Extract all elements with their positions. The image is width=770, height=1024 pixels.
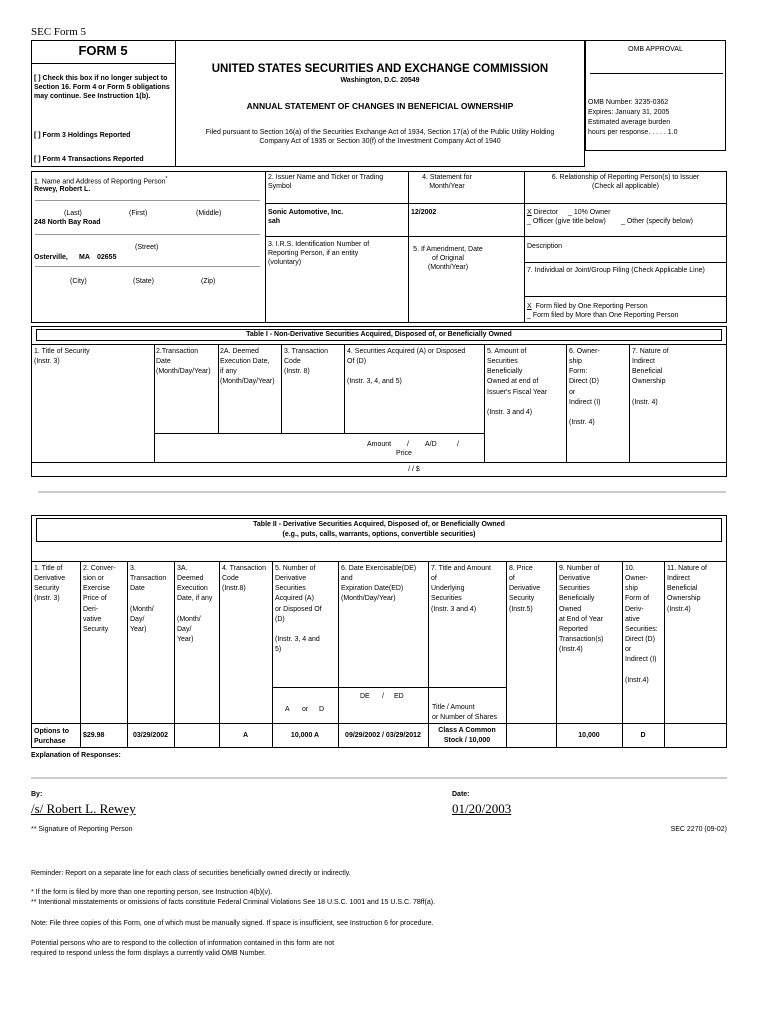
filed-pursuant-text: Filed pursuant to Section 16(a) of the Securities Exchange Act of 1934, Section 17(a) of the Public Utility Holding Company Act of 1935 or Section 30(f) of the Investment Company Act of 1940 <box>205 129 555 146</box>
t2-sub-title-amount: Title / Amount or Number of Shares <box>432 704 497 722</box>
box6-label: 6. Relationship of Reporting Person(s) to Issuer <box>551 174 700 181</box>
t1-col-title: 1. Title of Security (Instr. 3) <box>34 348 90 366</box>
t2-col-conversion-price: 2. Conver- sion or Exercise Price of Deri- vative Security <box>83 565 116 633</box>
t2-sub-slash: / <box>382 693 384 700</box>
box3-label: 3. I.R.S. Identification Number of Reporting Person, if an entity (voluntary) <box>268 241 370 267</box>
form3-holdings-checkbox[interactable]: [ ] Form 3 Holdings Reported <box>34 132 131 139</box>
box4-label: 4. Statement for Month/Year <box>422 174 472 191</box>
state-label: (State) <box>133 278 155 285</box>
form4-transactions-checkbox[interactable]: [ ] Form 4 Transactions Reported <box>34 156 144 163</box>
one-reporting-person-option[interactable] <box>527 302 648 311</box>
agency-title: UNITED STATES SECURITIES AND EXCHANGE COMMISSION <box>211 63 549 75</box>
sec-number: SEC 2270 (09-02) <box>670 826 727 833</box>
box2-label: 2. Issuer Name and Ticker or Trading Symbol <box>268 174 384 191</box>
omb-expires: Expires: January 31, 2005 <box>588 109 670 116</box>
ten-percent-owner-checkbox[interactable]: _ 10% Owner <box>568 209 611 216</box>
statement-month-year: 12/2002 <box>411 209 437 216</box>
t1-col-amount-owned: 5. Amount of Securities Beneficially Owned at end of Issuer's Fiscal Year (Instr. 3 and 4) <box>487 348 548 416</box>
t2-sub-d: D <box>319 706 325 713</box>
t2-sub-de: DE <box>360 693 370 700</box>
t2-col-transaction-code: 4. Transaction Code (Instr.8) <box>222 565 266 593</box>
table-2-subtitle: (e.g., puts, calls, warrants, options, convertible securities) <box>282 531 476 538</box>
footer-note-1: * If the form is filed by more than one reporting person, see Instruction 4(b)(v). <box>31 889 273 896</box>
omb-approval-label: OMB APPROVAL <box>628 46 683 53</box>
box1-label: 1. Name and Address of Reporting Person* <box>34 176 168 186</box>
t1-col-nature: 7. Nature of Indirect Beneficial Ownership (Instr. 4) <box>632 348 669 406</box>
date-label: Date: <box>452 791 470 798</box>
footer-note-4: Potential persons who are to respond to the collection of information contained in this form are not <box>31 940 335 947</box>
t2-row-owned: 10,000 <box>578 732 600 739</box>
footer-note-5: required to respond unless the form displays a currently valid OMB Number. <box>31 950 266 957</box>
t2-col-dates: 6. Date Exercisable(DE) and Expiration Date(ED) (Month/Day/Year) <box>341 565 417 603</box>
t2-row-code: A <box>242 732 249 739</box>
table-1-title: Table I - Non-Derivative Securities Acquired, Disposed of, or Beneficially Owned <box>246 331 512 338</box>
document-label: SEC Form 5 <box>31 26 87 38</box>
t2-col-title: 1. Title of Derivative Security (Instr. 3) <box>34 565 66 603</box>
t1-sub-ad: A/D <box>425 441 437 448</box>
relationship-description: Description <box>527 243 563 250</box>
more-reporting-persons-option[interactable]: _ Form filed by More than One Reporting Person <box>527 312 679 319</box>
t2-col-number-derivative: 5. Number of Derivative Securities Acquired (A) or Disposed Of (D) (Instr. 3, 4 and 5) <box>275 565 322 654</box>
zip-value: 02655 <box>97 254 117 261</box>
state-value: MA <box>79 254 90 261</box>
t1-col-ownership-form: 6. Owner- ship Form: Direct (D) or Indirect (I) (Instr. 4) <box>569 348 601 426</box>
t2-col-ownership-form: 10. Owner- ship Form of Deriv- ative Securities: Direct (D) or Indirect (I) (Instr.4) <box>625 565 658 684</box>
t1-col-transaction-code: 3. Transaction Code (Instr. 8) <box>284 348 328 376</box>
t1-sub-slash-1: / <box>407 441 409 448</box>
footer-note-2: ** Intentional misstatements or omissions of facts constitute Federal Criminal Violations See 18 U.S.C. 1001 and 15 U.S.C. 78ff(a). <box>31 899 435 906</box>
t2-row-form: D <box>640 732 646 739</box>
one-person-mark: X <box>527 303 532 310</box>
t2-sub-or: or <box>302 706 309 713</box>
box7-label: 7. Individual or Joint/Group Filing (Check Applicable Line) <box>527 267 705 274</box>
director-label: Director <box>533 209 559 216</box>
director-mark: X <box>527 209 532 216</box>
footer-reminder: Reminder: Report on a separate line for each class of securities beneficially owned directly or indirectly. <box>31 870 351 877</box>
footer-note-3: Note: File three copies of this Form, one of which must be manually signed. If space is insufficient, see Instruction 6 for procedure. <box>31 920 434 927</box>
t2-col-deemed-date: 3A. Deemed Execution Date, if any (Month/ Day/ Year) <box>177 565 213 643</box>
ticker-symbol: sah <box>268 218 281 225</box>
form-title: FORM 5 <box>78 43 128 58</box>
director-checkbox[interactable] <box>527 208 558 217</box>
first-label: (First) <box>129 210 148 217</box>
t2-row-title: Options to Purchase <box>34 728 69 746</box>
table-2-title: Table II - Derivative Securities Acquired, Disposed of, or Beneficially Owned <box>253 521 505 528</box>
one-person-label: Form filed by One Reporting Person <box>535 303 648 310</box>
omb-number: OMB Number: 3235-0362 <box>588 99 669 106</box>
signature-value: /s/ Robert L. Rewey <box>31 801 136 816</box>
last-label: (Last) <box>64 210 82 217</box>
t2-col-nature: 11. Nature of Indirect Beneficial Ownership (Instr.4) <box>667 565 707 613</box>
t2-sub-ed: ED <box>394 693 404 700</box>
officer-checkbox[interactable]: _ Officer (give title below) <box>527 218 606 225</box>
t2-col-transaction-date: 3. Transaction Date (Month/ Day/ Year) <box>130 565 167 633</box>
street-label: (Street) <box>135 244 159 251</box>
box5-label: 5. If Amendment, Date of Original (Month/Year) <box>413 246 483 272</box>
explanation-label: Explanation of Responses: <box>31 752 121 759</box>
t2-row-underlying: Class A Common Stock / 10,000 <box>438 727 496 745</box>
t2-row-number: 10,000 A <box>290 732 320 739</box>
box6-sub: (Check all applicable) <box>592 183 659 190</box>
t1-sub-price: Price <box>396 450 412 457</box>
middle-label: (Middle) <box>196 210 222 217</box>
no-longer-subject-checkbox[interactable]: [ ] Check this box if no longer subject to Section 16. Form 4 or Form 5 obligations may continue. See Instruction 1(b). <box>34 75 170 101</box>
street-address: 248 North Bay Road <box>34 219 101 226</box>
t2-row-dates: 09/29/2002 / 03/29/2012 <box>345 732 421 739</box>
agency-location: Washington, D.C. 20549 <box>340 77 420 84</box>
t1-col-securities-acquired: 4. Securities Acquired (A) or Disposed Of (D) (Instr. 3, 4, and 5) <box>347 348 466 386</box>
by-label: By: <box>31 791 43 798</box>
reporting-person-name: Rewey, Robert L. <box>34 186 91 193</box>
city-value: Osterville, <box>34 254 68 261</box>
t1-sub-amount: Amount <box>367 441 392 448</box>
t1-row-value: / / $ <box>408 466 420 473</box>
t2-sub-a: A <box>285 706 290 713</box>
zip-label: (Zip) <box>201 278 216 285</box>
t2-col-number-owned: 9. Number of Derivative Securities Beneficially Owned at End of Year Reported Transaction(s) (Instr.4) <box>559 565 604 654</box>
t1-sub-slash-2: / <box>457 441 459 448</box>
t2-col-derivative-price: 8. Price of Derivative Security (Instr.5) <box>509 565 541 613</box>
issuer-name: Sonic Automotive, Inc. <box>268 209 344 216</box>
signature-caption: ** Signature of Reporting Person <box>31 826 133 833</box>
t2-row-price: $29.98 <box>83 732 105 739</box>
statement-title: ANNUAL STATEMENT OF CHANGES IN BENEFICIAL OWNERSHIP <box>246 101 514 111</box>
signature-date: 01/20/2003 <box>452 801 512 816</box>
t2-col-underlying: 7. Title and Amount of Underlying Securities (Instr. 3 and 4) <box>431 565 491 613</box>
t2-row-date: 03/29/2002 <box>132 732 169 739</box>
city-label: (City) <box>70 278 87 285</box>
box1-asterisk: * <box>165 176 168 182</box>
omb-hours: hours per response. . . . . 1.0 <box>588 129 678 136</box>
t1-col-transaction-date: 2.Transaction Date (Month/Day/Year) <box>156 348 211 376</box>
other-checkbox[interactable]: _ Other (specify below) <box>621 218 693 225</box>
t1-col-deemed-date: 2A. Deemed Execution Date, if any (Month/Day/Year) <box>220 348 275 386</box>
omb-burden: Estimated average burden <box>588 119 671 126</box>
